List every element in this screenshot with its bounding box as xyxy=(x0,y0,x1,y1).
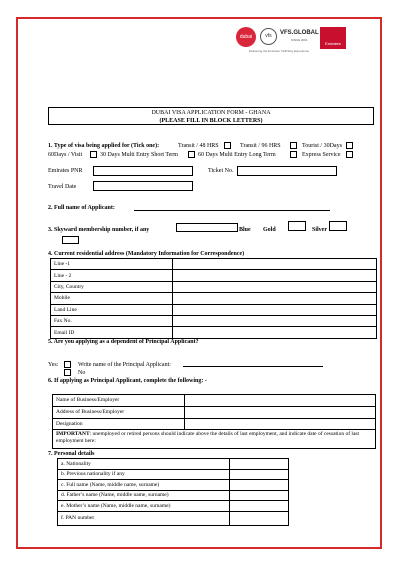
address-value-cell[interactable] xyxy=(173,304,377,315)
vfs-logo-icon: vfs xyxy=(260,28,277,45)
dependent-no-checkbox[interactable] xyxy=(64,369,71,376)
personal-value-cell[interactable] xyxy=(230,469,289,480)
ticket-label: Ticket No. xyxy=(208,168,234,174)
personal-label: e. Mother’s name (Name, middle name, surname) xyxy=(58,501,230,512)
principal-name-line[interactable] xyxy=(183,366,323,367)
table-row xyxy=(53,418,376,430)
q5-label: 5. Are you applying as a dependent of Principal Applicant? xyxy=(48,339,199,345)
skyward-number-input[interactable] xyxy=(176,223,238,232)
table-row xyxy=(58,459,289,470)
pnr-input[interactable] xyxy=(93,166,193,176)
table-row xyxy=(51,293,377,304)
q1-label: 1. Type of visa being applied for (Tick one): xyxy=(48,143,160,149)
form-subtitle: (PLEASE FILL IN BLOCK LETTERS) xyxy=(159,118,263,124)
form-title: DUBAI VISA APPLICATION FORM - GHANA xyxy=(151,110,271,116)
address-table xyxy=(50,258,377,339)
address-label: City, Country xyxy=(51,281,173,292)
table-row xyxy=(51,315,377,326)
personal-value-cell[interactable] xyxy=(230,480,289,491)
table-row xyxy=(51,281,377,292)
q5-yes-label: Yes: xyxy=(48,362,59,368)
employer-label: Name of Business/Employer xyxy=(53,395,185,407)
travel-date-input[interactable] xyxy=(93,181,193,191)
q2-label: 2. Full name of Applicant: xyxy=(48,205,115,211)
visa-express-checkbox[interactable] xyxy=(346,151,353,158)
table-row xyxy=(51,259,377,270)
address-label: Line -1 xyxy=(51,259,173,270)
employer-value-cell[interactable] xyxy=(185,418,376,430)
address-value-cell[interactable] xyxy=(173,259,377,270)
personal-label: c. Full name (Name, middle name, surname) xyxy=(58,480,230,491)
visa-60days-label: 60Days / Visit xyxy=(48,152,83,158)
principal-name-label: Write name of the Principal Applicant: xyxy=(78,362,171,368)
full-name-line[interactable] xyxy=(134,210,330,211)
address-value-cell[interactable] xyxy=(173,270,377,281)
table-row xyxy=(51,327,377,338)
form-title-box xyxy=(48,107,374,125)
important-note xyxy=(52,430,376,449)
vfs-global-logo-text: VFS.GLOBAL xyxy=(280,30,319,36)
personal-value-cell[interactable] xyxy=(230,511,289,525)
personal-label: a. Nationality xyxy=(58,459,230,470)
travel-date-label: Travel Date xyxy=(48,184,77,190)
personal-value-cell[interactable] xyxy=(230,459,289,470)
dubai-logo: dubai xyxy=(236,27,256,47)
important-label: IMPORTANT xyxy=(56,431,90,437)
visa-multi30-checkbox[interactable] xyxy=(188,151,195,158)
visa-transit96-checkbox[interactable] xyxy=(290,142,297,149)
table-row xyxy=(58,480,289,491)
address-value-cell[interactable] xyxy=(173,281,377,292)
address-label: Email ID xyxy=(51,327,173,338)
visa-transit48-checkbox[interactable] xyxy=(224,142,231,149)
employer-value-cell[interactable] xyxy=(185,395,376,407)
vfs-since-text: SINCE 2001 xyxy=(291,38,308,42)
table-row xyxy=(58,501,289,512)
personal-label: f. PAN number xyxy=(58,511,230,525)
ticket-input[interactable] xyxy=(237,166,337,176)
visa-tourist30-checkbox[interactable] xyxy=(346,142,353,149)
skyward-silver-label: Silver xyxy=(312,227,327,233)
header-logos xyxy=(236,27,356,57)
visa-multi30-label: 30 Days Multi Entry Short Term xyxy=(100,152,178,158)
q5-no-label: No xyxy=(78,370,86,376)
table-row xyxy=(51,270,377,281)
visa-express-label: Express Service xyxy=(302,152,341,158)
personal-details-table xyxy=(57,458,289,526)
skyward-blue-box[interactable] xyxy=(62,236,79,244)
visa-tourist30-label: Tourist / 30Days xyxy=(302,143,342,149)
address-label: Land Line xyxy=(51,304,173,315)
visa-transit48-label: Transit / 48 HRS xyxy=(178,143,219,149)
employer-label: Designation xyxy=(53,418,185,430)
important-text: : unemployed or retired persons should indicate above the details of last employment, and indicate date of cessation of last employment here: xyxy=(56,431,360,444)
visa-multi60-checkbox[interactable] xyxy=(290,151,297,158)
header-tagline: Delivering the Emirates Visit/Stay Experience xyxy=(248,49,310,53)
skyward-silver-box[interactable] xyxy=(329,221,347,231)
skyward-gold-label: Gold xyxy=(263,227,276,233)
emirates-logo: Emirates xyxy=(320,27,346,49)
table-row xyxy=(51,304,377,315)
q3-label: 3. Skyward membership number, if any xyxy=(48,227,150,233)
visa-60days-checkbox[interactable] xyxy=(90,151,97,158)
employer-label: Address of Business/Employer xyxy=(53,406,185,418)
employer-table xyxy=(52,394,376,430)
q7-label: 7. Personal details xyxy=(48,451,95,457)
pnr-label: Emirates PNR xyxy=(48,168,83,174)
personal-value-cell[interactable] xyxy=(230,501,289,512)
address-value-cell[interactable] xyxy=(173,327,377,338)
table-row xyxy=(53,406,376,418)
employer-value-cell[interactable] xyxy=(185,406,376,418)
personal-label: d. Father’s name (Name, middle name, surname) xyxy=(58,490,230,501)
table-row xyxy=(58,490,289,501)
dependent-yes-checkbox[interactable] xyxy=(64,361,71,368)
address-label: Fax No. xyxy=(51,315,173,326)
address-label: Mobile xyxy=(51,293,173,304)
personal-label: b. Previous nationality if any xyxy=(58,469,230,480)
visa-multi60-label: 60 Days Multi Entry Long Term xyxy=(198,152,276,158)
address-label: Line - 2 xyxy=(51,270,173,281)
table-row xyxy=(58,469,289,480)
table-row xyxy=(53,395,376,407)
q6-label: 6. If applying as Principal Applicant, complete the following: - xyxy=(48,378,207,384)
personal-value-cell[interactable] xyxy=(230,490,289,501)
skyward-blue-label: Blue xyxy=(239,227,251,233)
table-row xyxy=(58,511,289,525)
address-value-cell[interactable] xyxy=(173,315,377,326)
skyward-gold-box[interactable] xyxy=(288,221,306,231)
visa-transit96-label: Transit / 96 HRS xyxy=(240,143,281,149)
address-value-cell[interactable] xyxy=(173,293,377,304)
q4-label: 4. Current residential address (Mandatory Information for Correspondence) xyxy=(48,251,245,257)
